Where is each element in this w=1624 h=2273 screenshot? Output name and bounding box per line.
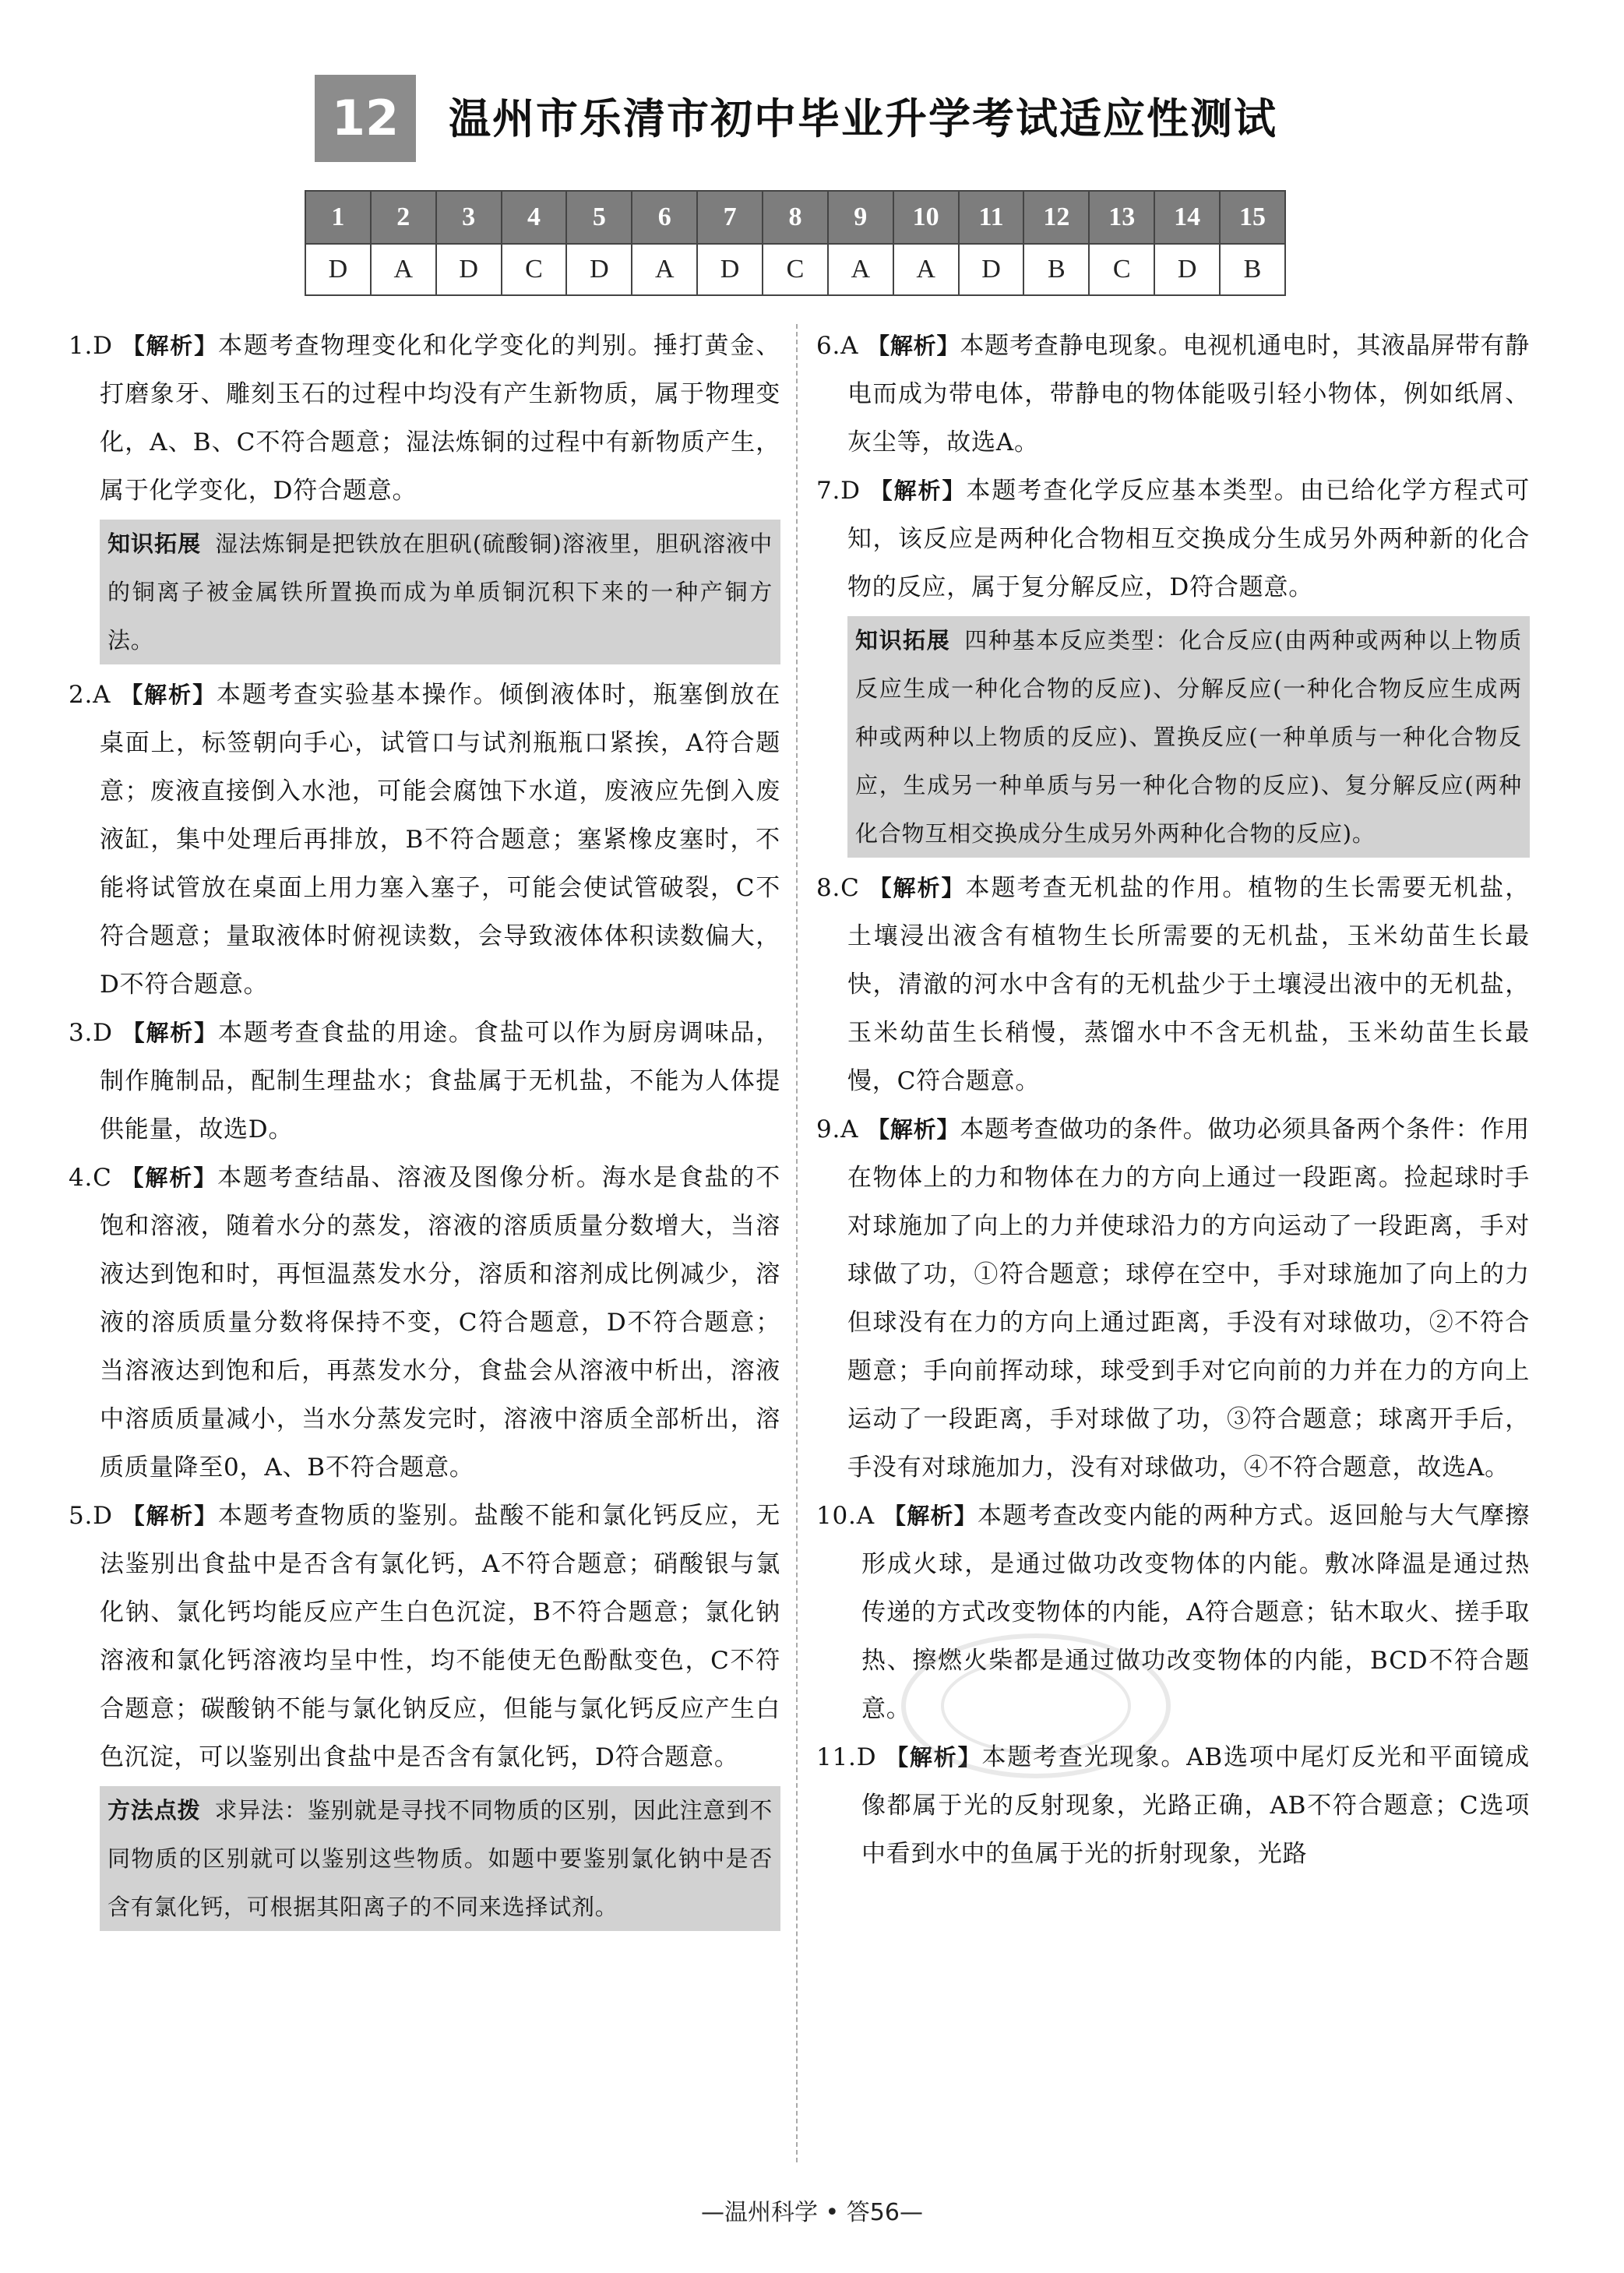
question-number-cell: 5: [566, 191, 632, 244]
item-text: 本题考查静电现象。电视机通电时，其液晶屏带有静电而成为带电体，带静电的物体能吸引轻小物体，例如纸屑、灰尘等，故选A。: [847, 332, 1531, 456]
answer-cell: D: [566, 244, 632, 295]
answer-cell: A: [828, 244, 893, 295]
analysis-tag: 【解析】: [122, 333, 219, 359]
explanation-q9: [816, 1105, 1530, 1492]
answer-cell: A: [893, 244, 959, 295]
analysis-tag: 【解析】: [867, 1116, 960, 1143]
question-number-cell: 7: [697, 191, 763, 244]
question-number-cell: 12: [1023, 191, 1089, 244]
explanation-q2: [69, 671, 780, 1009]
item-text: 本题考查物理变化和化学变化的判别。捶打黄金、打磨象牙、雕刻玉石的过程中均没有产生新物质，属于物理变化，A、B、C不符合题意；湿法炼铜的过程中有新物质产生，属于化学变化，D符合题意。: [100, 332, 781, 505]
item-head: 11.D: [816, 1743, 877, 1771]
question-number-cell: 9: [828, 191, 893, 244]
item-head: 1.D: [69, 332, 113, 360]
item-text: 本题考查无机盐的作用。植物的生长需要无机盐，土壤浸出液含有植物生长所需要的无机盐，玉米幼苗生长最快，清澈的河水中含有的无机盐少于土壤浸出液中的无机盐，玉米幼苗生长稍慢，蒸馏水中不含无机盐，玉米幼苗生长最慢，C符合题意。: [847, 874, 1530, 1095]
box-tag: 知识拓展: [855, 627, 951, 654]
answer-cell: C: [763, 244, 828, 295]
answer-cell: C: [502, 244, 567, 295]
item-text: 本题考查食盐的用途。食盐可以作为厨房调味品，制作腌制品，配制生理盐水；食盐属于无机盐，不能为人体提供能量，故选D。: [100, 1019, 781, 1144]
question-number-cell: 15: [1220, 191, 1285, 244]
answer-cell: D: [1154, 244, 1220, 295]
question-number-cell: 11: [959, 191, 1024, 244]
item-text: 本题考查做功的条件。做功必须具备两个条件：作用在物体上的力和物体在力的方向上通过一段距离。捡起球时手对球施加了向上的力并使球沿力的方向运动了一段距离，手对球做了功，①符合题意；球停在空中，手对球施加了向上的力但球没有在力的方向上通过距离，手没有对球做功，②不符合题意；手向前挥动球，球受到手对它向前的力并在力的方向上运动了一段距离，手对球做了功，③符合题意；球离开手后，手没有对球施加力，没有对球做功，④不符合题意，故选A。: [847, 1115, 1531, 1482]
explanation-q8: [816, 864, 1530, 1105]
question-number-cell: 10: [893, 191, 959, 244]
item-head: 9.A: [816, 1115, 859, 1144]
answer-cell: A: [371, 244, 436, 295]
answer-cell: B: [1220, 244, 1285, 295]
explanation-q11: [816, 1733, 1530, 1878]
right-column: [816, 322, 1530, 1878]
left-column: [69, 322, 780, 1937]
knowledge-box: [100, 520, 780, 664]
explanation-q7: [816, 467, 1530, 611]
analysis-tag: 【解析】: [121, 1165, 218, 1191]
item-head: 10.A: [816, 1502, 875, 1530]
item-text: 本题考查物质的鉴别。盐酸不能和氯化钙反应，无法鉴别出食盐中是否含有氯化钙，A不符合题意；硝酸银与氯化钠、氯化钙均能反应产生白色沉淀，B不符合题意；氯化钠溶液和氯化钙溶液均呈中性，均不能使无色酚酞变色，C不符合题意；碳酸钠不能与氯化钠反应，但能与氯化钙反应产生白色沉淀，可以鉴别出食盐中是否含有氯化钙，D符合题意。: [100, 1502, 781, 1771]
item-head: 7.D: [816, 477, 861, 505]
question-number-cell: 3: [436, 191, 502, 244]
page-footer: —温州科学 • 答56—: [701, 2199, 923, 2226]
analysis-tag: 【解析】: [120, 682, 217, 708]
item-head: 3.D: [69, 1019, 113, 1047]
item-text: 本题考查实验基本操作。倾倒液体时，瓶塞倒放在桌面上，标签朝向手心，试管口与试剂瓶瓶口紧挨，A符合题意；废液直接倒入水池，可能会腐蚀下水道，废液应先倒入废液缸，集中处理后再排放，B不符合题意；塞紧橡皮塞时，不能将试管放在桌面上用力塞入塞子，可能会使试管破裂，C不符合题意；量取液体时俯视读数，会导致液体体积读数偏大，D不符合题意。: [100, 681, 781, 999]
analysis-tag: 【解析】: [869, 478, 967, 504]
paper-number-badge: 12: [315, 75, 416, 162]
explanation-q10: [816, 1492, 1530, 1733]
answer-cell: D: [697, 244, 763, 295]
question-number-cell: 13: [1089, 191, 1154, 244]
answer-cell: D: [436, 244, 502, 295]
item-text: 本题考查光现象。AB选项中尾灯反光和平面镜成像都属于光的反射现象，光路正确，AB不符合题意；C选项中看到水中的鱼属于光的折射现象，光路: [861, 1743, 1531, 1868]
analysis-tag: 【解析】: [122, 1503, 219, 1529]
item-head: 2.A: [69, 681, 111, 709]
box-tag: 方法点拨: [107, 1797, 201, 1824]
answer-cell: C: [1089, 244, 1154, 295]
question-number-cell: 2: [371, 191, 436, 244]
question-number-cell: 8: [763, 191, 828, 244]
question-number-cell: 14: [1154, 191, 1220, 244]
answer-cell: A: [632, 244, 697, 295]
item-head: 6.A: [816, 332, 859, 360]
question-number-cell: 6: [632, 191, 697, 244]
box-text: 四种基本反应类型：化合反应(由两种或两种以上物质反应生成一种化合物的反应)、分解反应(一种化合物反应生成两种或两种以上物质的反应)、置换反应(一种单质与一种化合物反应，生成另一种单质与另一种化合物的反应)、复分解反应(两种化合物互相交换成分生成另外两种化合物的反应)。: [855, 627, 1523, 847]
box-tag: 知识拓展: [107, 530, 202, 557]
analysis-tag: 【解析】: [886, 1744, 982, 1771]
analysis-tag: 【解析】: [867, 333, 960, 359]
explanation-q5: [69, 1492, 780, 1781]
question-number-row: [305, 191, 1285, 244]
analysis-tag: 【解析】: [883, 1503, 978, 1529]
answer-cell: B: [1023, 244, 1089, 295]
page-title: 温州市乐清市初中毕业升学考试适应性测试: [449, 94, 1277, 143]
item-head: 8.C: [816, 874, 860, 902]
knowledge-box: [847, 616, 1530, 858]
explanation-q1: [69, 322, 780, 515]
explanation-q3: [69, 1009, 780, 1154]
answer-cell: D: [305, 244, 371, 295]
answer-cell: D: [959, 244, 1024, 295]
explanation-q6: [816, 322, 1530, 467]
item-head: 5.D: [69, 1502, 113, 1530]
item-head: 4.C: [69, 1164, 112, 1192]
answer-table: [305, 190, 1286, 296]
column-divider: [796, 324, 798, 2162]
item-text: 本题考查改变内能的两种方式。返回舱与大气摩擦形成火球，是通过做功改变物体的内能。敷冰降温是通过热传递的方式改变物体的内能，A符合题意；钻木取火、搓手取热、擦燃火柴都是通过做功改变物体的内能，BCD不符合题意。: [861, 1502, 1530, 1723]
item-text: 本题考查化学反应基本类型。由已给化学方程式可知，该反应是两种化合物相互交换成分生成另外两种新的化合物的反应，属于复分解反应，D符合题意。: [847, 477, 1530, 601]
analysis-tag: 【解析】: [122, 1020, 219, 1046]
box-text: 求异法：鉴别就是寻找不同物质的区别，因此注意到不同物质的区别就可以鉴别这些物质。如题中要鉴别氯化钠中是否含有氯化钙，可根据其阳离子的不同来选择试剂。: [107, 1797, 773, 1920]
item-text: 本题考查结晶、溶液及图像分析。海水是食盐的不饱和溶液，随着水分的蒸发，溶液的溶质质量分数增大，当溶液达到饱和时，再恒温蒸发水分，溶质和溶剂成比例减少，溶液的溶质质量分数将保持不变，C符合题意，D不符合题意；当溶液达到饱和后，再蒸发水分，食盐会从溶液中析出，溶液中溶质质量减小，当水分蒸发完时，溶液中溶质全部析出，溶质质量降至0，A、B不符合题意。: [100, 1164, 780, 1482]
box-text: 湿法炼铜是把铁放在胆矾(硫酸铜)溶液里，胆矾溶液中的铜离子被金属铁所置换而成为单质铜沉积下来的一种产铜方法。: [107, 530, 773, 654]
method-box: [100, 1786, 780, 1931]
answer-row: [305, 244, 1285, 295]
question-number-cell: 1: [305, 191, 371, 244]
explanation-q4: [69, 1154, 780, 1492]
analysis-tag: 【解析】: [868, 875, 966, 901]
question-number-cell: 4: [502, 191, 567, 244]
